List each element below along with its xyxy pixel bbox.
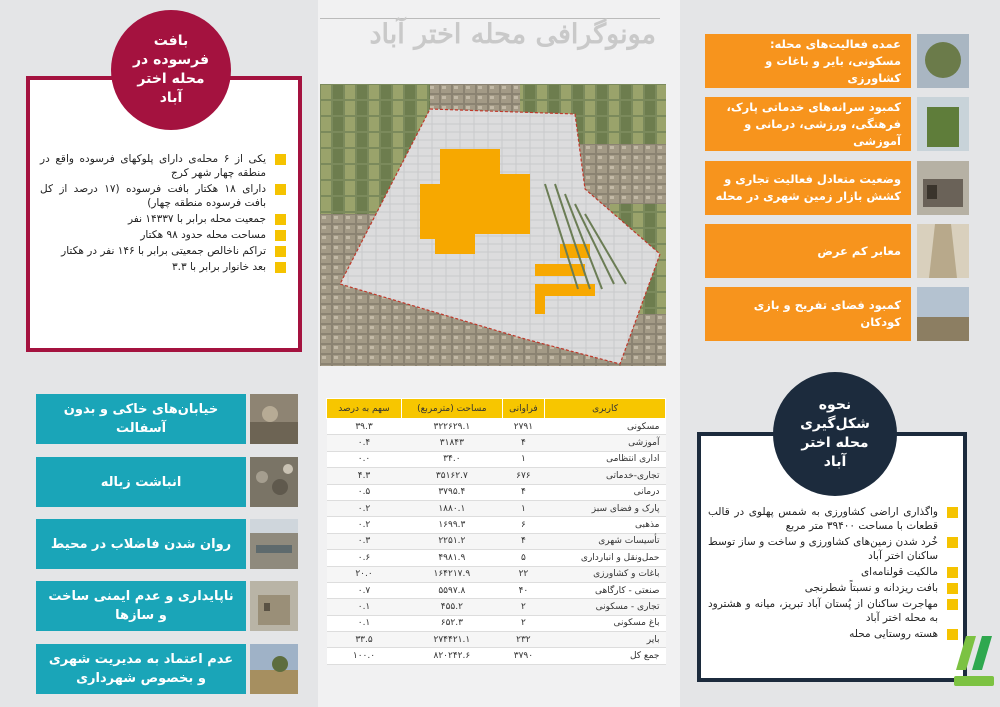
table-row: تجاری - مسکونی ۲ ۴۵۵.۲ ۰.۱ bbox=[327, 599, 666, 615]
bullet-square-icon bbox=[275, 262, 286, 273]
formation-heading-badge bbox=[773, 372, 897, 496]
unsafe-building-photo bbox=[250, 581, 298, 631]
list-item: مساحت محله حدود ۹۸ هکتار bbox=[40, 228, 286, 242]
issue-card bbox=[36, 644, 298, 694]
decayed-fabric-list bbox=[40, 152, 286, 276]
publisher-logo-icon bbox=[952, 630, 996, 690]
list-item: مالکیت قولنامه‌ای bbox=[708, 565, 958, 579]
list-item: هسته روستایی محله bbox=[708, 627, 958, 641]
list-item: یکی از ۶ محله‌ی دارای پلوکهای فرسوده واقع در منطقه چهار شهر کرج bbox=[40, 152, 286, 180]
playground-photo bbox=[917, 287, 969, 341]
feature-label: وضعیت متعادل فعالیت تجاری و کشش بازار زمین شهری در محله bbox=[705, 161, 911, 215]
feature-label: کمبود فضای تفریح و بازی کودکان bbox=[705, 287, 911, 341]
park-photo bbox=[917, 97, 969, 151]
column-header: فراوانی bbox=[502, 399, 544, 419]
table-row: مذهبی ۶ ۱۶۹۹.۳ ۰.۲ bbox=[327, 517, 666, 533]
sewage-photo bbox=[250, 519, 298, 569]
issue-card bbox=[36, 581, 298, 631]
formation-heading: نحوه شکل‌گیری محله اختر آباد bbox=[800, 397, 870, 470]
table-row: باغ مسکونی ۲ ۶۵۲.۳ ۰.۱ bbox=[327, 615, 666, 631]
list-item: دارای ۱۸ هکتار بافت فرسوده (۱۷ درصد از کل بافت فرسوده منطقه چهار) bbox=[40, 182, 286, 210]
list-item: تراکم ناخالص جمعیتی برابر با ۱۴۶ نفر در هکتار bbox=[40, 244, 286, 258]
table-row: اداری انتظامی ۱ ۳۴.۰ ۰.۰ bbox=[327, 451, 666, 467]
list-item: خُرد شدن زمین‌های کشاورزی و ساخت و ساز توسط ساکنان اختر آباد bbox=[708, 535, 958, 563]
land-use-table bbox=[326, 398, 666, 665]
bullet-square-icon bbox=[947, 537, 958, 548]
table-row: بایر ۲۳۲ ۲۷۴۴۲۱.۱ ۳۳.۵ bbox=[327, 632, 666, 648]
feature-label: معابر کم عرض bbox=[705, 224, 911, 278]
table-row: آموزشی ۴ ۳۱۸۴۳ ۰.۴ bbox=[327, 435, 666, 451]
page-title-strip bbox=[320, 18, 660, 56]
page-title: مونوگرافی محله اختر آباد bbox=[369, 19, 656, 50]
issue-card bbox=[36, 519, 298, 569]
bullet-square-icon bbox=[947, 567, 958, 578]
issue-label: انباشت زباله bbox=[36, 457, 246, 507]
shops-photo bbox=[917, 161, 969, 215]
decayed-fabric-heading-badge bbox=[111, 10, 231, 130]
issue-label: روان شدن فاضلاب در محیط bbox=[36, 519, 246, 569]
narrow-alley-photo bbox=[917, 224, 969, 278]
feature-card bbox=[705, 287, 967, 341]
feature-card bbox=[705, 97, 967, 151]
feature-label: کمبود سرانه‌های خدماتی پارک، فرهنگی، ورزشی، درمانی و آموزشی bbox=[705, 97, 911, 151]
bullet-square-icon bbox=[275, 246, 286, 257]
table-row: باغات و کشاورزی ۲۲ ۱۶۴۲۱۷.۹ ۲۰.۰ bbox=[327, 566, 666, 582]
issue-card bbox=[36, 394, 298, 444]
feature-card bbox=[705, 224, 967, 278]
feature-card bbox=[705, 161, 967, 215]
aerial-map bbox=[320, 84, 666, 366]
list-item: بعد خانوار برابر با ۳.۳ bbox=[40, 260, 286, 274]
table-row: پارک و فضای سبز ۱ ۱۸۸۰.۱ ۰.۲ bbox=[327, 500, 666, 516]
table-row: صنعتی - کارگاهی ۴۰ ۵۵۹۷.۸ ۰.۷ bbox=[327, 582, 666, 598]
feature-card bbox=[705, 34, 967, 88]
table-row: حمل‌ونقل و انبارداری ۵ ۴۹۸۱.۹ ۰.۶ bbox=[327, 550, 666, 566]
bullet-square-icon bbox=[275, 230, 286, 241]
issue-label: ناپایداری و عدم ایمنی ساخت و سازها bbox=[36, 581, 246, 631]
dirt-road-photo bbox=[250, 394, 298, 444]
residential-photo bbox=[917, 34, 969, 88]
bullet-square-icon bbox=[275, 154, 286, 165]
table-total-row: جمع کل ۳۷۹۰ ۸۲۰۲۴۲.۶ ۱۰۰.۰ bbox=[327, 648, 666, 664]
issue-label: عدم اعتماد به مدیریت شهری و بخصوص شهرداری bbox=[36, 644, 246, 694]
feature-label: عمده فعالیت‌های محله: مسکونی، بایر و باغات و کشاورزی bbox=[705, 34, 911, 88]
column-header: مساحت (مترمربع) bbox=[402, 399, 503, 419]
table-row: تجاری-خدماتی ۶۷۶ ۳۵۱۶۲.۷ ۴.۳ bbox=[327, 468, 666, 484]
bullet-square-icon bbox=[275, 214, 286, 225]
decayed-fabric-heading: بافت فرسوده در محله اختر آباد bbox=[133, 33, 209, 106]
column-header: سهم به درصد bbox=[327, 399, 402, 419]
garbage-pile-photo bbox=[250, 457, 298, 507]
table-header-row bbox=[327, 399, 666, 419]
list-item: جمعیت محله برابر با ۱۴۳۳۷ نفر bbox=[40, 212, 286, 226]
column-header: کاربری bbox=[545, 399, 666, 419]
formation-list bbox=[708, 505, 958, 643]
bullet-square-icon bbox=[947, 599, 958, 610]
list-item: بافت ریزدانه و نسبتاً شطرنجی bbox=[708, 581, 958, 595]
bullet-square-icon bbox=[275, 184, 286, 195]
bullet-square-icon bbox=[947, 583, 958, 594]
bullet-square-icon bbox=[947, 507, 958, 518]
issue-card bbox=[36, 457, 298, 507]
list-item: واگذاری اراضی کشاورزی به شمس پهلوی در قالب قطعات با مساحت ۳۹۴۰۰ متر مربع bbox=[708, 505, 958, 533]
table-row: مسکونی ۲۷۹۱ ۳۲۲۶۲۹.۱ ۳۹.۳ bbox=[327, 419, 666, 435]
list-item: مهاجرت ساکنان از پُستان آباد تبریز، میانه و هشترود به محله اختر آباد bbox=[708, 597, 958, 625]
table-row: تأسیسات شهری ۴ ۲۲۵۱.۲ ۰.۳ bbox=[327, 533, 666, 549]
municipal-trust-photo bbox=[250, 644, 298, 694]
table-row: درمانی ۴ ۳۷۹۵.۴ ۰.۵ bbox=[327, 484, 666, 500]
issue-label: خیابان‌های خاکی و بدون آسفالت bbox=[36, 394, 246, 444]
